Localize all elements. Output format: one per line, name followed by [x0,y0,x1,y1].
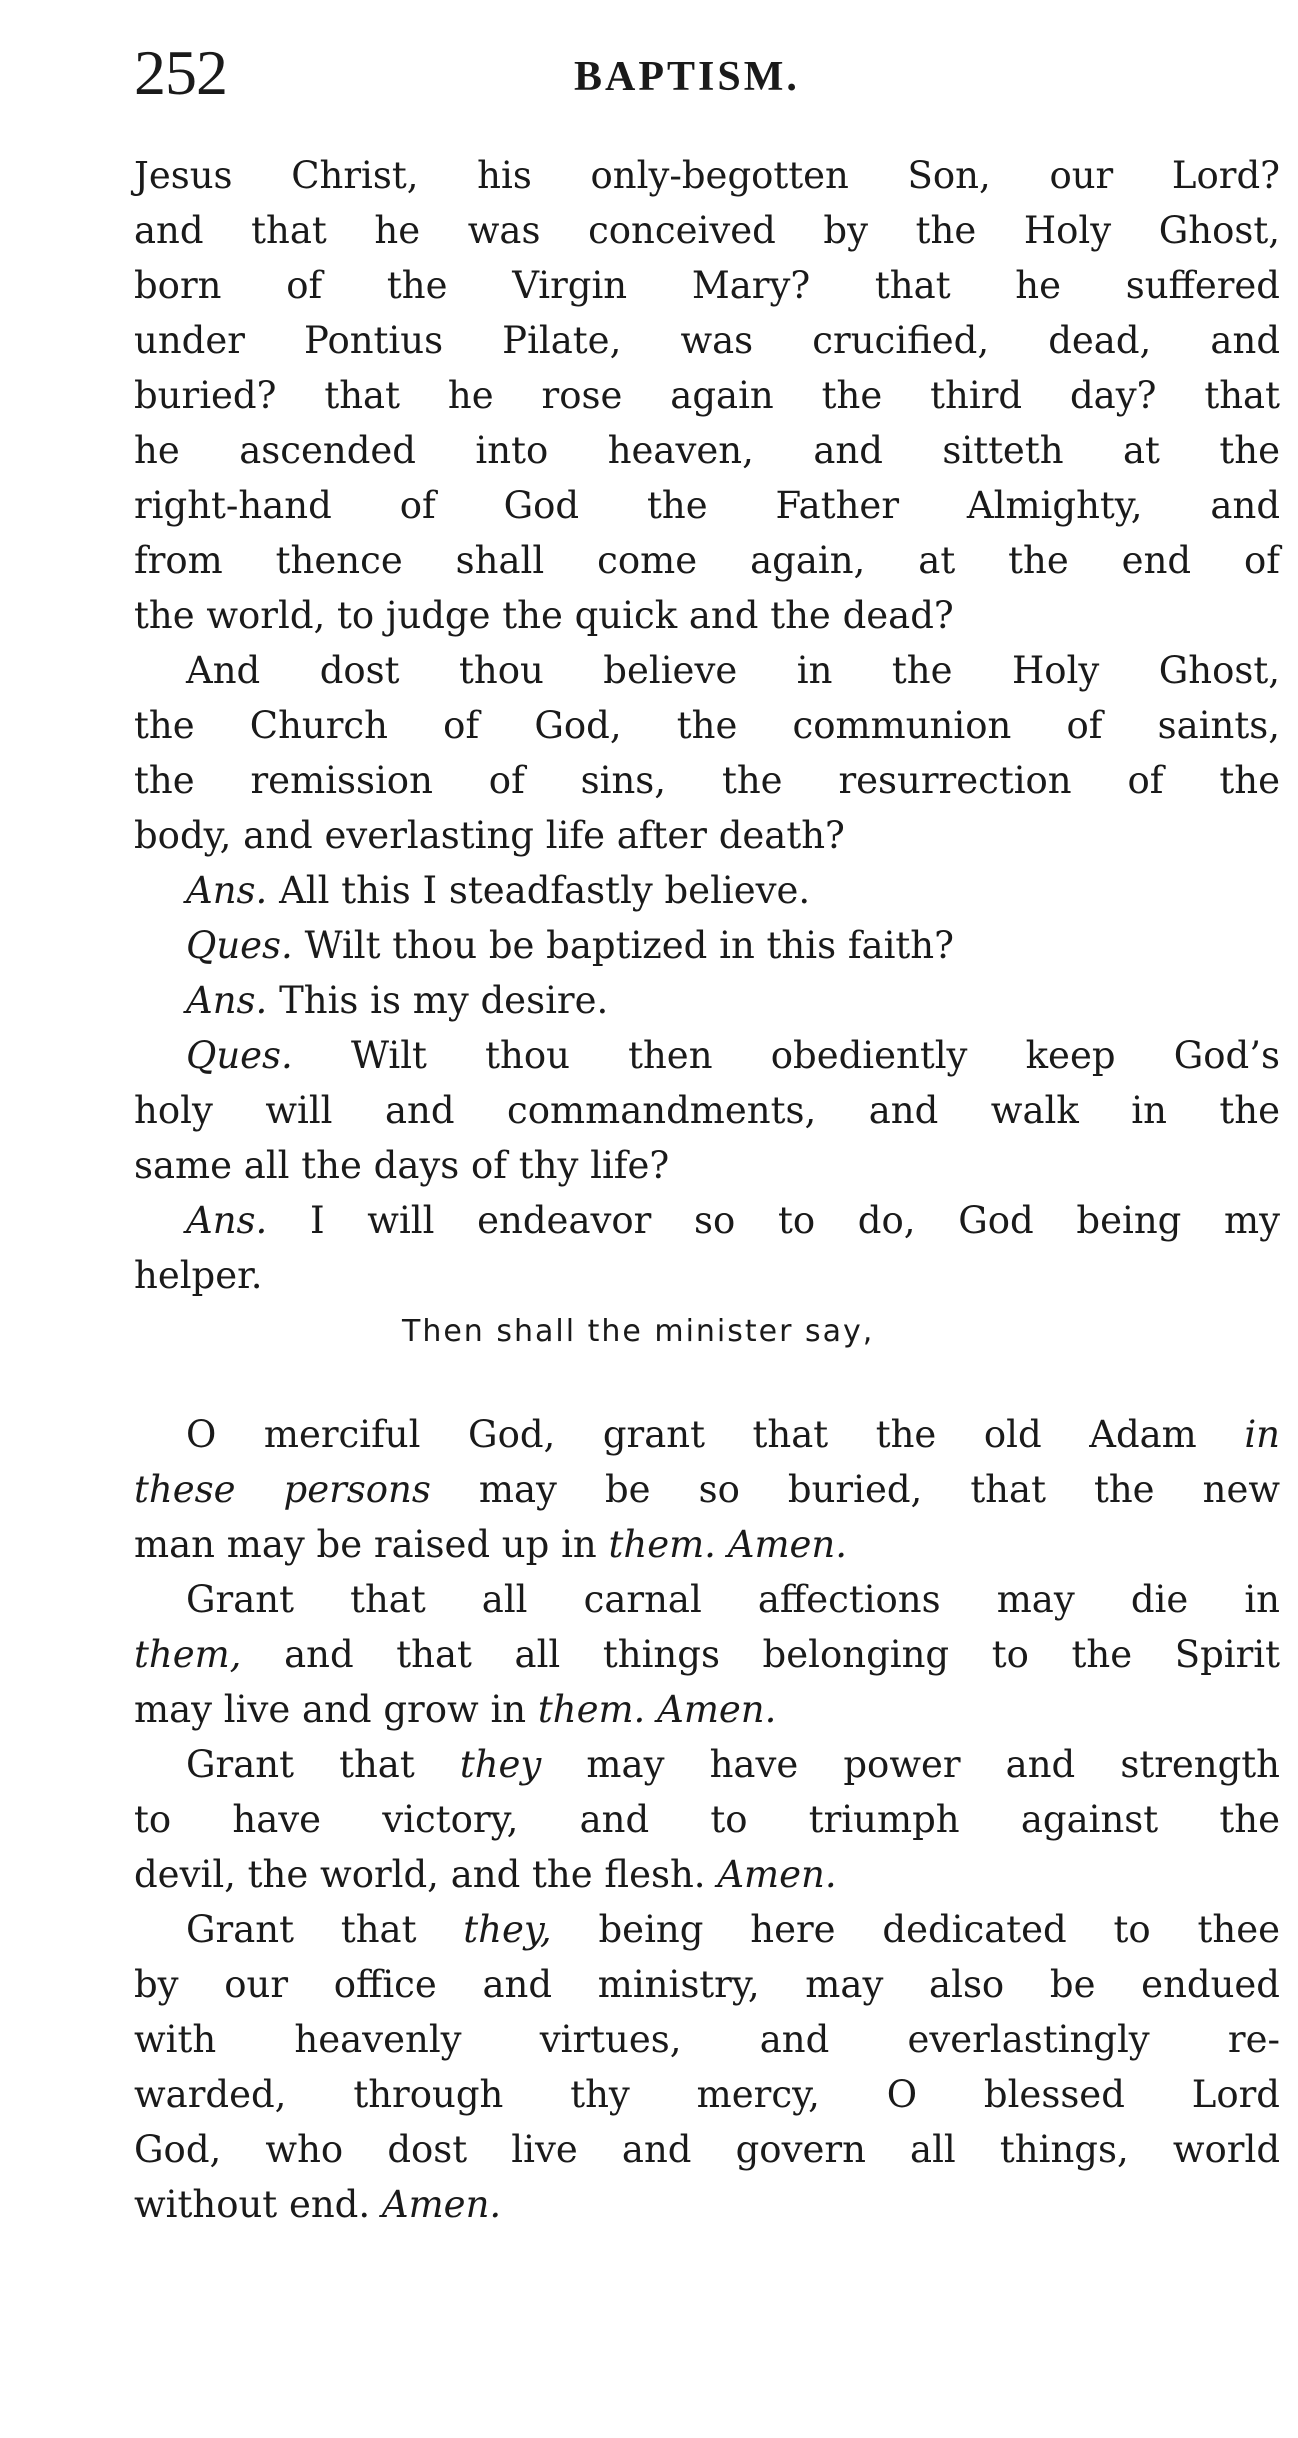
text-line [134,203,1280,258]
text-line [134,148,1280,203]
text-segment: body, and everlasting life after death? [134,814,845,857]
text-segment: And dost thou believe in the Holy Ghost, [186,649,1280,692]
text-line [134,808,1280,863]
text-line [134,258,1280,313]
text-segment: to have victory, and to triumph against the [134,1798,1280,1841]
italic-text: Ans. [186,979,268,1022]
text-segment: Jesus Christ, his only-begotten Son, our Lord? [134,154,1280,197]
text-segment: This is my desire. [267,979,609,1022]
text-segment: the world, to judge the quick and the dead? [134,594,954,637]
italic-text: Ans. [186,869,268,912]
text-segment: Wilt thou be baptized in this faith? [292,924,954,967]
text-segment: without end. [134,2183,382,2226]
text-segment: All this I steadfastly believe. [267,869,811,912]
italic-text: these persons [134,1468,431,1511]
italic-text: they [459,1743,542,1786]
italic-text: Amen. [717,1853,837,1896]
text-segment: warded, through thy mercy, O blessed Lord [134,2073,1280,2116]
text-line [134,1083,1280,1138]
italic-text: them. [537,1688,646,1731]
text-line [134,588,1280,643]
paragraph-first-line [134,918,1280,973]
text-line [134,2122,1280,2177]
paragraph-first-line [134,643,1280,698]
text-line [134,1682,1280,1737]
text-segment: Grant that all carnal affections may die in [186,1578,1280,1621]
italic-text: them. [608,1523,716,1566]
text-line [134,533,1280,588]
text-segment: God, who dost live and govern all things, world [134,2128,1280,2171]
text-segment: under Pontius Pilate, was crucified, dead, and [134,319,1280,362]
text-segment: Grant that [186,1908,464,1951]
text-segment: same all the days of thy life? [134,1144,670,1187]
text-line [134,1627,1280,1682]
text-segment: being here dedicated to thee [551,1908,1281,1951]
text-line [134,1847,1280,1902]
text-line [134,1792,1280,1847]
italic-text: Amen. [381,2183,502,2226]
text-segment [716,1523,728,1566]
italic-text: them, [134,1633,242,1676]
text-line [134,2012,1280,2067]
italic-text: Amen. [657,1688,777,1731]
running-head: BAPTISM. [574,54,800,100]
text-segment: may live and grow in [134,1688,538,1731]
text-segment: the Church of God, the communion of saints, [134,704,1280,747]
text-segment: and that all things belonging to the Spirit [241,1633,1280,1676]
page-header [134,38,1234,108]
italic-text: Ques. [186,924,293,967]
text-line [134,423,1280,478]
italic-text: Ques. [186,1034,293,1077]
text-segment: may be so buried, that the new [430,1468,1281,1511]
italic-text: Amen. [727,1523,848,1566]
text-segment: buried? that he rose again the third day? that [134,374,1280,417]
text-segment: with heavenly virtues, and everlastingly re- [134,2018,1280,2061]
text-line [134,1517,1280,1572]
text-segment: right-hand of God the Father Almighty, and [134,484,1280,527]
rubric-line: Then shall the minister say, [402,1314,875,1349]
text-segment: devil, the world, and the flesh. [134,1853,718,1896]
text-line [134,2177,1280,2232]
text-segment: helper. [134,1254,263,1297]
text-segment: holy will and commandments, and walk in the [134,1089,1280,1132]
paragraph-first-line [134,1737,1280,1792]
paragraph-first-line [134,1028,1280,1083]
italic-text: they, [463,1908,552,1951]
text-segment [645,1688,657,1731]
text-line [134,698,1280,753]
paragraph-first-line [134,1193,1280,1248]
text-line [134,1248,1280,1303]
italic-text: Ans. [186,1199,268,1242]
text-segment: from thence shall come again, at the end of [134,539,1280,582]
text-line [134,1957,1280,2012]
text-segment: born of the Virgin Mary? that he suffered [134,264,1280,307]
text-line [134,753,1280,808]
text-segment: O merciful God, grant that the old Adam [186,1413,1245,1456]
text-line [134,1138,1280,1193]
text-segment: Wilt thou then obediently keep God’s [292,1034,1280,1077]
text-segment: he ascended into heaven, and sitteth at the [134,429,1280,472]
text-line [134,368,1280,423]
paragraph-first-line [134,1407,1280,1462]
text-segment: man may be raised up in [134,1523,609,1566]
text-segment: may have power and strength [541,1743,1280,1786]
text-segment: I will endeavor so to do, God being my [267,1199,1280,1242]
text-segment: by our office and ministry, may also be endued [134,1963,1280,2006]
paragraph-first-line [134,1902,1280,1957]
text-segment: Grant that [186,1743,460,1786]
body-text [134,148,1280,2232]
italic-text: in [1244,1413,1280,1456]
text-segment: the remission of sins, the resurrection of the [134,759,1280,802]
text-line [134,1462,1280,1517]
text-segment: and that he was conceived by the Holy Ghost, [134,209,1280,252]
text-line [134,478,1280,533]
text-line [134,313,1280,368]
paragraph-first-line [134,1572,1280,1627]
page-number: 252 [134,37,227,108]
paragraph-first-line [134,863,1280,918]
text-line [134,2067,1280,2122]
paragraph-first-line [134,973,1280,1028]
